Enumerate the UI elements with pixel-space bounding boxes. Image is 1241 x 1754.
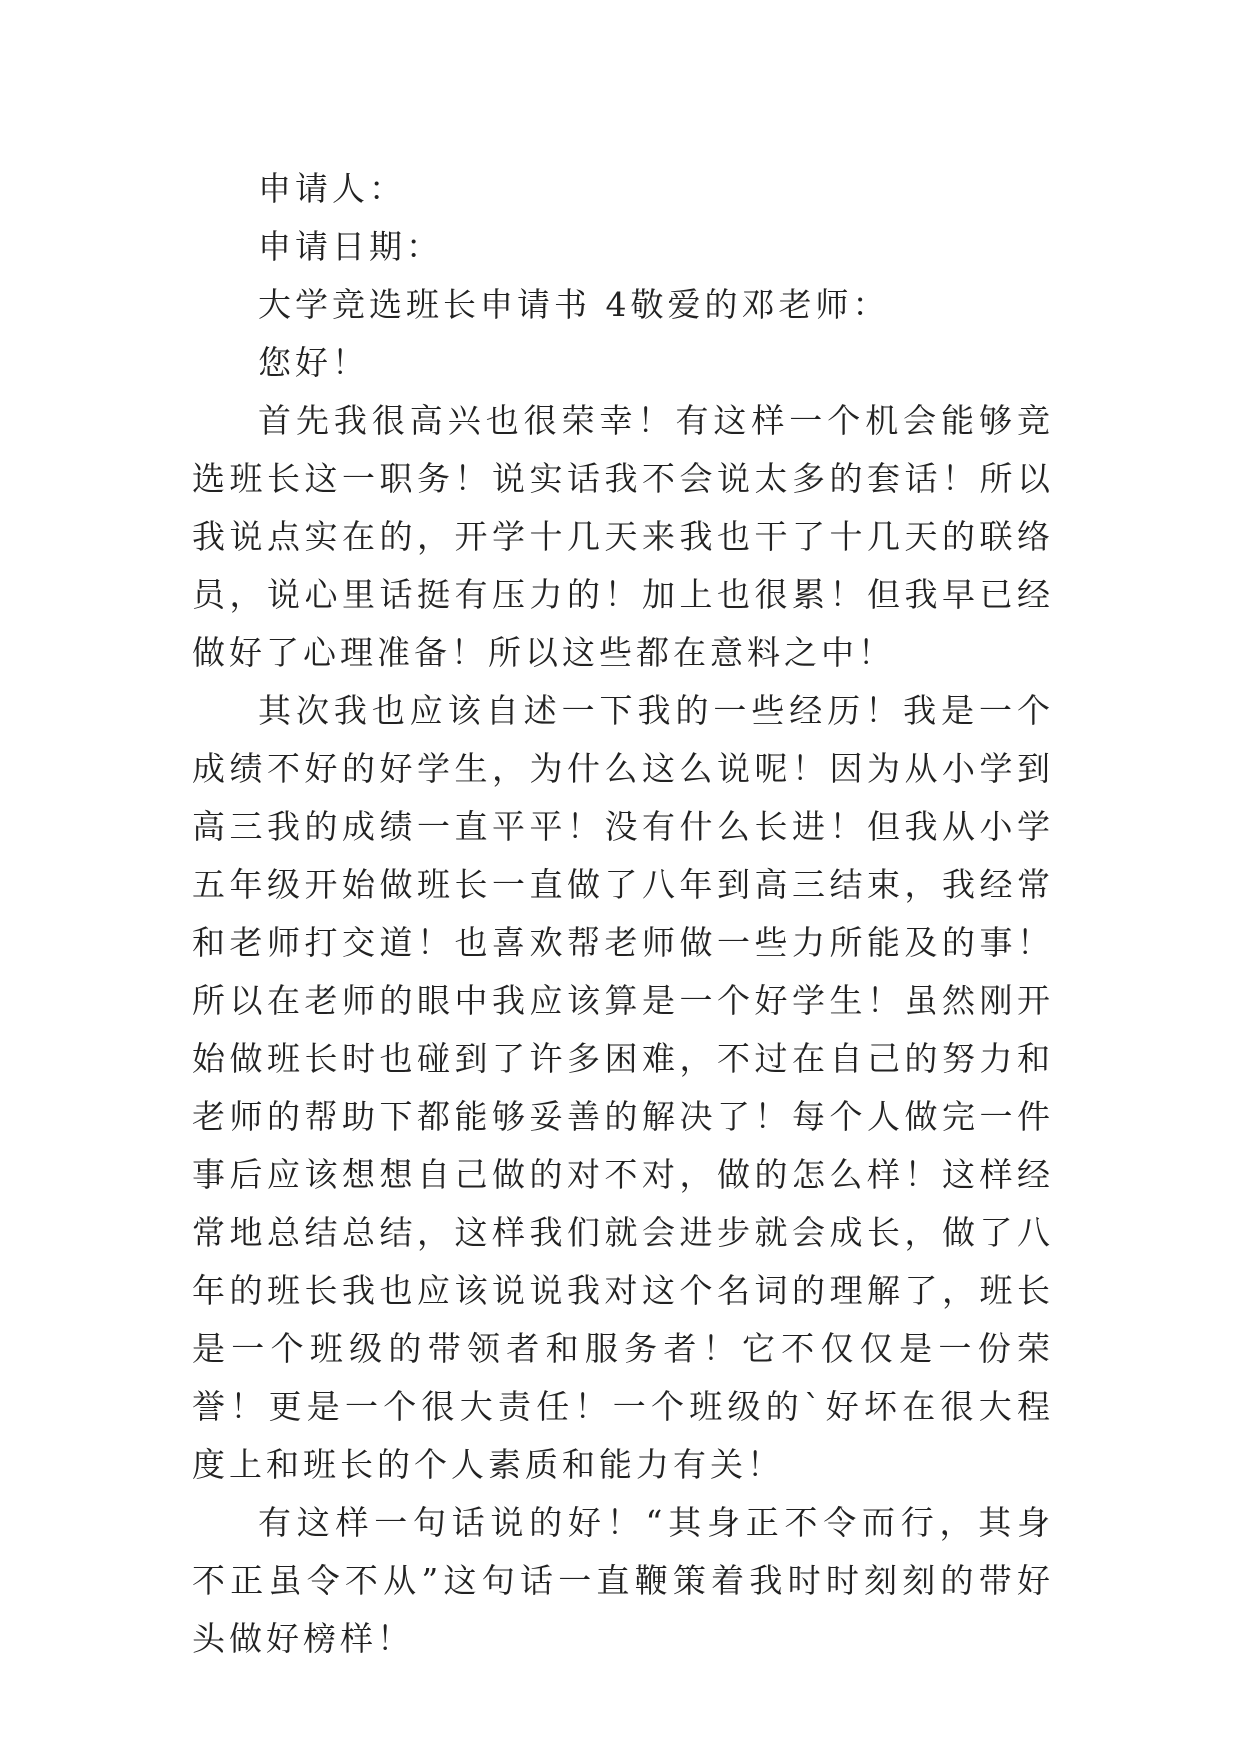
applicant-line: 申请人： (258, 169, 406, 208)
paragraph: 其次我也应该自述一下我的一些经历！我是一个成绩不好的好学生，为什么这么说呢！因为从小学到高三我的成绩一直平平！没有什么长进！但我从小学五年级开始做班长一直做了八年到高三结束，我经常和老师打交道！也喜欢帮老师做一些力所能及的事！所以在老师的眼中我应该算是一个好学生！虽然刚开始做班长时也碰到了许多困难，不过在自己的努力和老师的帮助下都能够妥善的解决了！每个人做完一件事后应该想想自己做的对不对，做的怎么样！这样经常地总结总结，这样我们就会进步就会成长，做了八年的班长我也应该说说我对这个名词的理解了，班长是一个班级的带领者和服务者！它不仅仅是一份荣誉！更是一个很大责任！一个班级的`好坏在很大程度上和班长的个人素质和能力有关！ (192, 691, 1054, 1484)
greeting-line: 您好！ (258, 343, 369, 382)
paragraph: 首先我很高兴也很荣幸！有这样一个机会能够竞选班长这一职务！说实话我不会说太多的套话！所以我说点实在的，开学十几天来我也干了十几天的联络员，说心里话挺有压力的！加上也很累！但我早已经做好了心理准备！所以这些都在意料之中！ (192, 401, 1054, 672)
date-line: 申请日期： (258, 227, 443, 266)
document-body (192, 160, 1054, 1668)
heading-line: 大学竞选班长申请书 4敬爱的邓老师： (258, 285, 890, 324)
paragraph: 有这样一句话说的好！“其身正不令而行，其身不正虽令不从”这句话一直鞭策着我时时刻刻的带好头做好榜样！ (192, 1503, 1054, 1658)
